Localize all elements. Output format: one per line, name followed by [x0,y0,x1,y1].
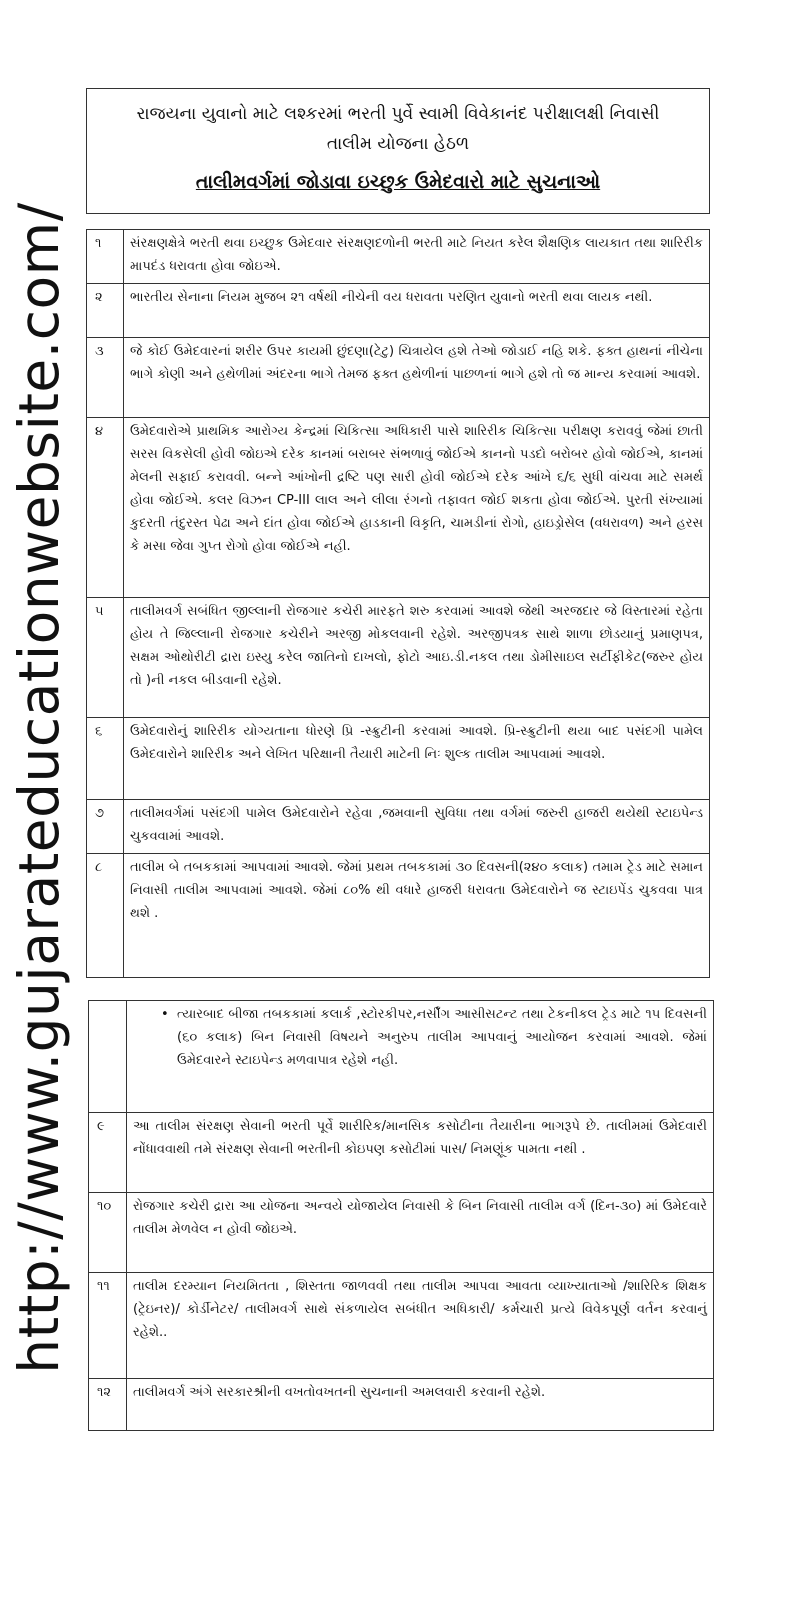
rule-number: ૨ [87,284,124,338]
watermark-url: http://www.gujarateducationwebsite.com/ [7,202,71,1374]
rule-text: તાલીમ દરમ્યાન નિયમિતતા , શિસ્તતા જાળવવી તથા તાલીમ આપવા આવતા વ્યાખ્યાતાઓ /શારિરિક શિક્ષક (ટ્રેઇનર)/ કોર્ડીનેટર/ તાલીમવર્ગ સાથે સંકળાયેલ સબંધીત અધિકારી/ કર્મચારી પ્રત્યે વિવેકપૂર્ણ વર્તન કરવાનું રહેશે.. [127,1273,714,1379]
rule-number: ૬ [87,718,124,800]
table-row [89,1379,714,1431]
rule-text: જે કોઈ ઉમેદવારનાં શરીર ઉપર કાયમી છુંદણા(ટેટુ) ચિત્રાયેલ હશે તેઓ જોડાઈ નહિ શકે. ફક્ત હાથનાં નીચેના ભાગે કોણી અને હથેળીમાં અંદરના ભાગે તેમજ ફક્ત હથેળીનાં પાછળનાં ભાગે હશે તો જ માન્ય કરવામાં આવશે. [124,338,710,418]
rule-number: ૧૧ [89,1273,127,1379]
table-row [89,1113,714,1193]
table-row [89,1001,714,1113]
rule-text: રોજગાર કચેરી દ્રારા આ યોજના અન્વયે યોજાયેલ નિવાસી કે બિન નિવાસી તાલીમ વર્ગ (દિન-૩૦) માં ઉમેદવારે તાલીમ મેળવેલ ન હોવી જોઇએ. [127,1193,714,1273]
rule-text: તાલીમવર્ગમાં પસંદગી પામેલ ઉમેદવારોને રહેવા ,જમવાની સુવિધા તથા વર્ગમાં જરુરી હાજરી થયેથી સ્ટાઇપેન્ડ ચુકવવામાં આવશે. [124,800,710,854]
table-row [87,284,710,338]
watermark [0,0,78,1374]
rule-text: સંરક્ષણક્ષેત્રે ભરતી થવા ઇચ્છુક ઉમેદવાર સંરક્ષણદળોની ભરતી માટે નિયત કરેલ શૈક્ષણિક લાયકાત તથા શારિરીક માપદંડ ધરાવતા હોવા જોઇએ. [124,230,710,284]
rule-number: ૧૦ [89,1193,127,1273]
table-row [87,230,710,284]
rule-number: ૯ [89,1113,127,1193]
rule-text: તાલીમ બે તબકકામાં આપવામાં આવશે. જેમાં પ્રથમ તબકકામાં ૩૦ દિવસની(૨૪૦ કલાક) તમામ ટ્રેડ માટે સમાન નિવાસી તાલીમ આપવામાં આવશે. જેમાં ૮૦% થી વધારે હાજરી ધરાવતા ઉમેદવારોને જ સ્ટાઇપેંડ ચુકવવા પાત્ર થશે . [124,854,710,978]
table-row [87,854,710,978]
table-row [89,1273,714,1379]
header-box [86,88,710,214]
table-row [87,418,710,598]
bullet-icon: • [161,1007,169,1022]
table-row [87,598,710,718]
rule-text: ઉમેદવારોએ પ્રાથમિક આરોગ્ય કેન્દ્રમાં ચિકિત્સા અધિકારી પાસે શારિરીક ચિકિત્સા પરીક્ષણ કરાવવું જેમાં છાતી સરસ વિકસેલી હોવી જોઇએ દરેક કાનમાં બરાબર સંભળાવું જોઈએ કાનનો પડદો બરોબર હોવો જોઈએ, કાનમાં મેલની સફાઈ કરાવવી. બન્ને આંખોની દ્રષ્ટિ પણ સારી હોવી જોઈએ દરેક આંખે ૬/૬ સુધી વાંચવા માટે સમર્થ હોવા જોઈએ. કલર વિઝન CP-III લાલ અને લીલા રંગનો તફાવત જોઈ શકતા હોવા જોઈએ. પુરતી સંખ્યામાં કુદરતી તંદુરસ્ત પેઢા અને દાંત હોવા જોઈએ હાડકાની વિકૃતિ, ચામડીનાં રોગો, હાઇડ્રોસેલ (વધરાવળ) અને હરસ કે મસા જેવા ગુપ્ત રોગો હોવા જોઈએ નહી. [124,418,710,598]
rule-number: ૫ [87,598,124,718]
header-line-1: રાજયના યુવાનો માટે લશ્કરમાં ભરતી પુર્વે સ્વામી વિવેકાનંદ પરીક્ષાલક્ષી નિવાસી [136,104,660,124]
rule-text: તાલીમવર્ગ સબંધિત જીલ્લાની રોજગાર કચેરી મારફતે શરુ કરવામાં આવશે જેથી અરજદાર જે વિસ્તારમાં રહેતા હોય તે જિલ્લાની રોજગાર કચેરીને અરજી મોકલવાની રહેશે. અરજીપત્રક સાથે શાળા છોડયાનું પ્રમાણપત્ર, સક્ષમ ઓથોરીટી દ્રારા ઇસ્યુ કરેલ જાતિનો દાખલો, ફોટો આઇ.ડી.નકલ તથા ડોમીસાઇલ સર્ટીફીકેટ(જરુર હોય તો )ની નકલ બીડવાની રહેશે. [124,598,710,718]
rule-text: તાલીમવર્ગ અંગે સરકારશ્રીની વખતોવખતની સુચનાની અમલવારી કરવાની રહેશે. [127,1379,714,1431]
header-line-2: તાલીમ યોજના હેઠળ [326,134,470,154]
rule-number: ૭ [87,800,124,854]
rule-number: ૪ [87,418,124,598]
continuation-text: ત્યારબાદ બીજા તબકકામાં કલાર્ક ,સ્ટોરકીપર,નર્સીંગ આસીસટન્ટ તથા ટેકનીકલ ટ્રેડ માટે ૧૫ દિવસની (૬૦ કલાક) બિન નિવાસી વિષયને અનુરુપ તાલીમ આપવાનું આયોજન કરવામાં આવશે. જેમાં ઉમેદવારને સ્ટાઇપેન્ડ મળવાપાત્ર રહેશે નહી. [177,1007,707,1068]
rule-text: ઉમેદવારોનું શારિરીક યોગ્યતાના ધોરણે પ્રિ -સ્ક્રુટીની કરવામાં આવશે. પ્રિ-સ્ક્રુટીની થયા બાદ પસંદગી પામેલ ઉમેદવારોને શારિરીક અને લેખિત પરિક્ષાની તૈયારી માટેની નિઃ શુલ્ક તાલીમ આપવામાં આવશે. [124,718,710,800]
rule-number: ૧ [87,230,124,284]
table-row [87,338,710,418]
rule-number: ૩ [87,338,124,418]
rule-text: આ તાલીમ સંરક્ષણ સેવાની ભરતી પૂર્વે શારીરિક/માનસિક કસોટીના તૈયારીના ભાગરૂપે છે. તાલીમમાં ઉમેદવારી નોંધાવવાથી તમે સંરક્ષણ સેવાની ભરતીની કોઇપણ કસોટીમાં પાસ/ નિમણૂંક પામતા નથી . [127,1113,714,1193]
continuation-bullet-item [133,1003,707,1072]
rules-table-1 [86,229,710,978]
rule-number: ૮ [87,854,124,978]
table-row [87,718,710,800]
rules-table-2 [88,1000,714,1431]
rule-number: ૧૨ [89,1379,127,1431]
table-row [87,800,710,854]
page-title: તાલીમવર્ગમાં જોડાવા ઇચ્છુક ઉમેદવારો માટે સુચનાઓ [195,171,601,193]
rule-text: ભારતીય સેનાના નિયમ મુજબ ૨૧ વર્ષથી નીચેની વય ધરાવતા પરણિત યુવાનો ભરતી થવા લાયક નથી. [124,284,710,338]
table-row [89,1193,714,1273]
